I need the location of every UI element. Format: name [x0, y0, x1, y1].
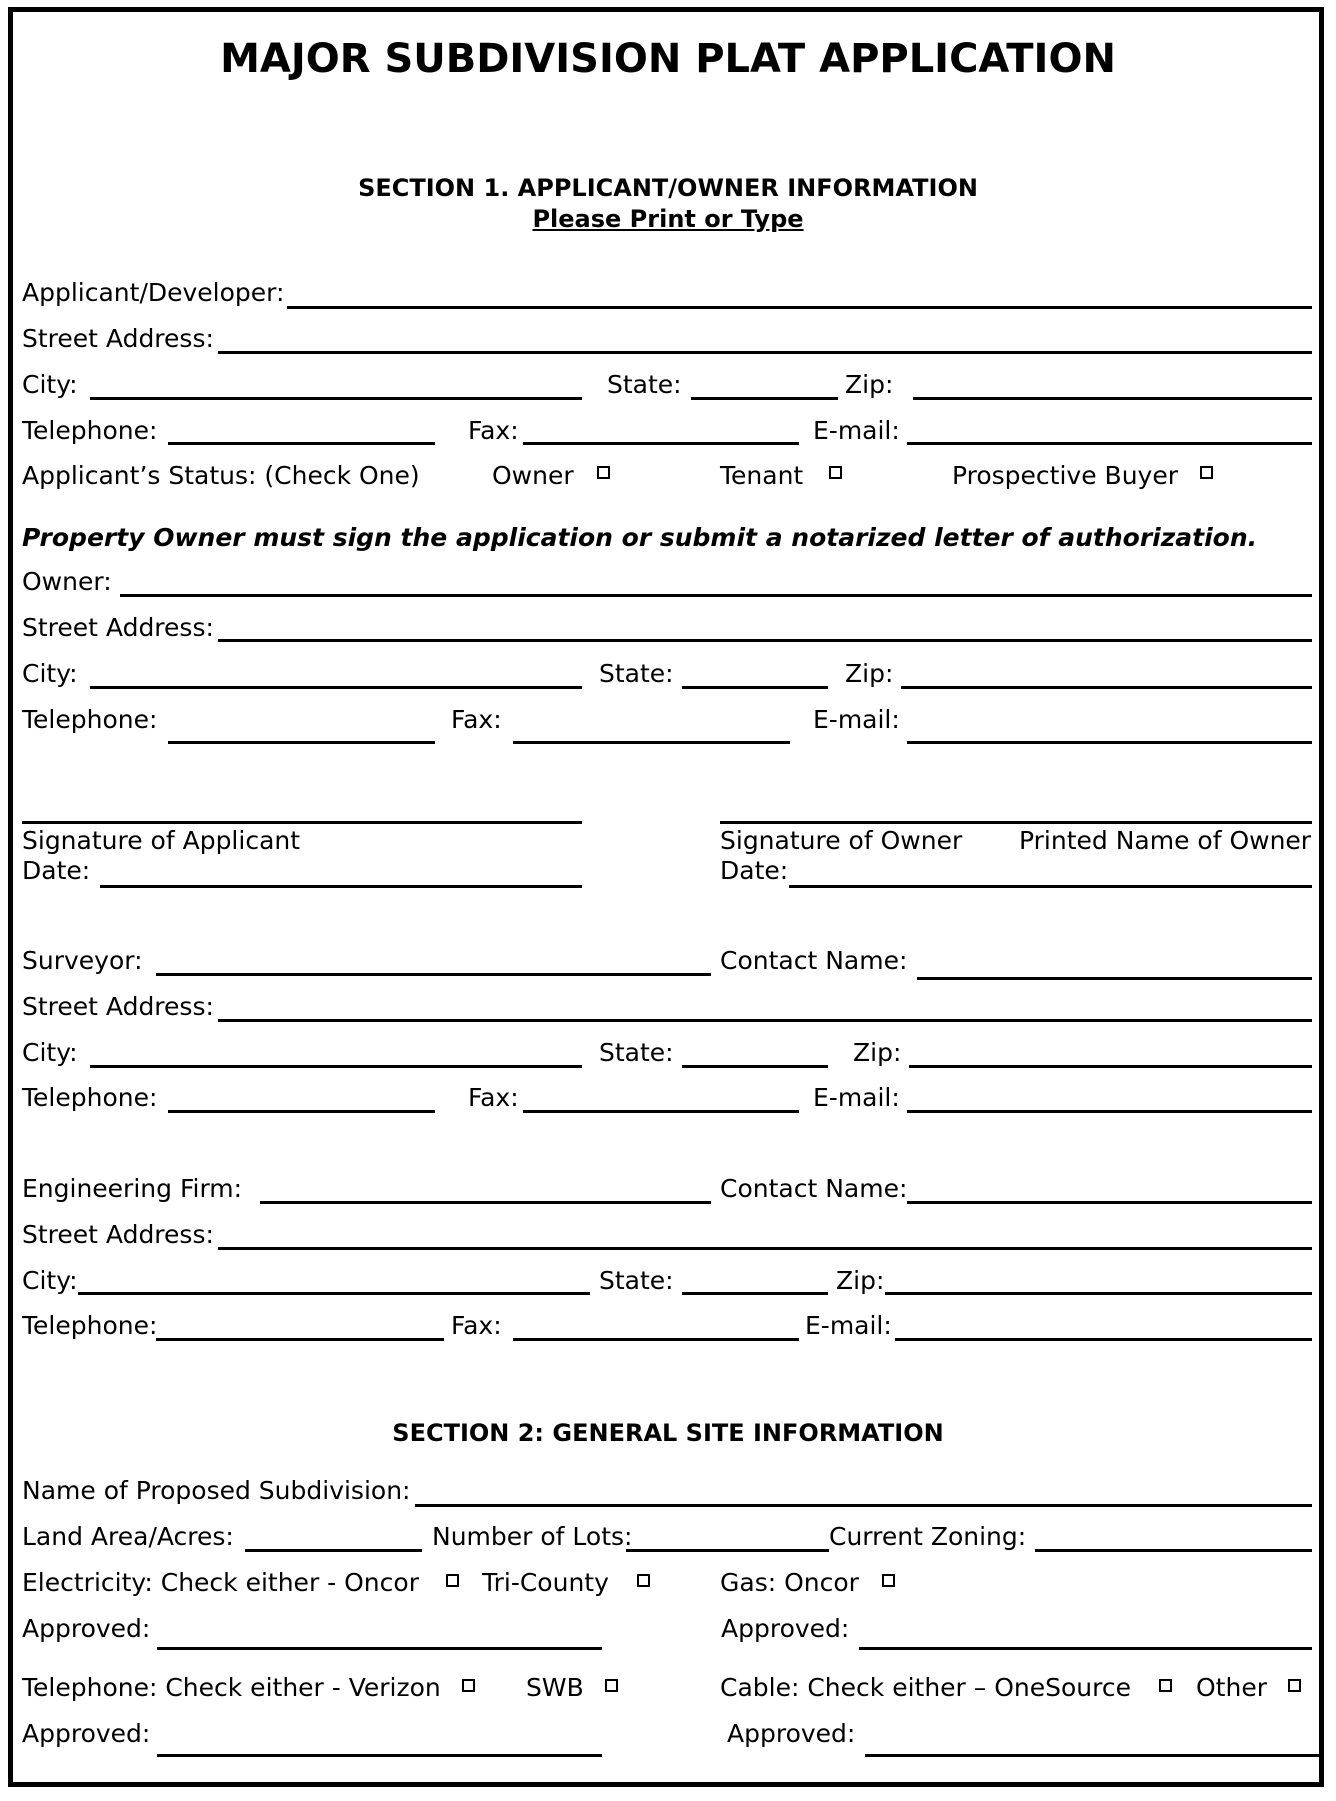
applicant-state-field[interactable] [691, 397, 838, 400]
applicant-email-field[interactable] [907, 442, 1312, 445]
engineering-zip-label: Zip: [836, 1266, 885, 1295]
owner-state-field[interactable] [682, 686, 828, 689]
owner-state-label: State: [599, 659, 674, 688]
section2-heading: SECTION 2: GENERAL SITE INFORMATION [392, 1419, 944, 1447]
applicant-city-label: City: [22, 370, 78, 399]
applicant-zip-label: Zip: [845, 370, 894, 399]
owner-street-label: Street Address: [22, 613, 214, 642]
owner-date-field[interactable] [789, 885, 1312, 888]
engineering-city-field[interactable] [78, 1292, 590, 1295]
engineering-street-field[interactable] [218, 1247, 1312, 1250]
surveyor-city-label: City: [22, 1038, 78, 1067]
applicant-signature-label: Signature of Applicant [22, 826, 301, 855]
subdivision-name-field[interactable] [415, 1504, 1312, 1507]
applicant-date-field[interactable] [100, 885, 582, 888]
surveyor-contact-field[interactable] [917, 977, 1312, 980]
tricounty-checkbox[interactable] [637, 1574, 650, 1587]
engineering-zip-field[interactable] [885, 1292, 1312, 1295]
surveyor-telephone-label: Telephone: [22, 1083, 158, 1112]
applicant-fax-field[interactable] [523, 442, 799, 445]
engineering-telephone-field[interactable] [156, 1338, 444, 1341]
engineering-contact-label: Contact Name: [720, 1174, 908, 1203]
owner-signature-field[interactable] [720, 821, 1312, 824]
surveyor-fax-field[interactable] [523, 1110, 799, 1113]
status-buyer-checkbox[interactable] [1200, 466, 1213, 479]
surveyor-zip-field[interactable] [909, 1065, 1312, 1068]
owner-fax-field[interactable] [513, 741, 790, 744]
owner-field[interactable] [120, 594, 1312, 597]
engineering-telephone-label: Telephone: [22, 1311, 158, 1340]
owner-fax-label: Fax: [451, 705, 502, 734]
engineering-contact-field[interactable] [907, 1201, 1312, 1204]
status-label: Applicant’s Status: (Check One) [22, 461, 420, 490]
swb-label: SWB [526, 1673, 584, 1702]
owner-zip-field[interactable] [901, 686, 1312, 689]
status-owner-label: Owner [492, 461, 574, 490]
engineering-firm-label: Engineering Firm: [22, 1174, 243, 1203]
applicant-date-label: Date: [22, 856, 91, 885]
surveyor-label: Surveyor: [22, 946, 143, 975]
electricity-approved-label: Approved: [22, 1614, 151, 1643]
engineering-state-label: State: [599, 1266, 674, 1295]
gas-approved-label: Approved: [721, 1614, 850, 1643]
status-tenant-checkbox[interactable] [829, 466, 842, 479]
electricity-label: Electricity: Check either - Oncor [22, 1568, 419, 1597]
gas-approved-field[interactable] [859, 1647, 1312, 1650]
lots-label: Number of Lots: [432, 1522, 633, 1551]
other-label: Other [1196, 1673, 1267, 1702]
applicant-street-label: Street Address: [22, 324, 214, 353]
lots-field[interactable] [626, 1549, 829, 1552]
surveyor-field[interactable] [156, 973, 711, 976]
applicant-city-field[interactable] [90, 397, 582, 400]
owner-email-label: E-mail: [813, 705, 900, 734]
surveyor-contact-label: Contact Name: [720, 946, 908, 975]
electricity-approved-field[interactable] [157, 1647, 602, 1650]
subdivision-name-label: Name of Proposed Subdivision: [22, 1476, 411, 1505]
surveyor-zip-label: Zip: [853, 1038, 902, 1067]
cable-label: Cable: Check either – OneSource [720, 1673, 1131, 1702]
surveyor-city-field[interactable] [90, 1065, 582, 1068]
section1-heading: SECTION 1. APPLICANT/OWNER INFORMATION [358, 174, 978, 202]
tricounty-label: Tri-County [482, 1568, 609, 1597]
applicant-zip-field[interactable] [913, 397, 1312, 400]
engineering-email-label: E-mail: [805, 1311, 892, 1340]
owner-city-field[interactable] [90, 686, 582, 689]
gas-label: Gas: Oncor [720, 1568, 859, 1597]
applicant-telephone-label: Telephone: [22, 416, 158, 445]
owner-telephone-label: Telephone: [22, 705, 158, 734]
owner-signature-label: Signature of Owner [720, 826, 963, 855]
surveyor-state-field[interactable] [682, 1065, 828, 1068]
form-title: MAJOR SUBDIVISION PLAT APPLICATION [220, 36, 1116, 82]
engineering-fax-field[interactable] [513, 1338, 799, 1341]
other-checkbox[interactable] [1288, 1679, 1301, 1692]
engineering-fax-label: Fax: [451, 1311, 502, 1340]
zoning-label: Current Zoning: [829, 1522, 1027, 1551]
owner-signature-note: Property Owner must sign the application or submit a notarized letter of authorization. [22, 523, 1258, 552]
status-tenant-label: Tenant [720, 461, 804, 490]
status-owner-checkbox[interactable] [597, 466, 610, 479]
engineering-email-field[interactable] [895, 1338, 1312, 1341]
surveyor-email-label: E-mail: [813, 1083, 900, 1112]
cable-approved-label: Approved: [727, 1719, 856, 1748]
status-buyer-label: Prospective Buyer [952, 461, 1179, 490]
land-area-label: Land Area/Acres: [22, 1522, 234, 1551]
applicant-fax-label: Fax: [468, 416, 519, 445]
surveyor-state-label: State: [599, 1038, 674, 1067]
engineering-firm-field[interactable] [260, 1201, 711, 1204]
surveyor-email-field[interactable] [907, 1110, 1312, 1113]
applicant-street-field[interactable] [218, 351, 1312, 354]
applicant-telephone-field[interactable] [168, 442, 435, 445]
surveyor-fax-label: Fax: [468, 1083, 519, 1112]
owner-street-field[interactable] [218, 639, 1312, 642]
owner-email-field[interactable] [907, 741, 1312, 744]
surveyor-street-field[interactable] [218, 1019, 1312, 1022]
engineering-street-label: Street Address: [22, 1220, 214, 1249]
owner-city-label: City: [22, 659, 78, 688]
applicant-signature-field[interactable] [22, 821, 582, 824]
engineering-state-field[interactable] [682, 1292, 828, 1295]
surveyor-street-label: Street Address: [22, 992, 214, 1021]
owner-printed-name-label: Printed Name of Owner [1019, 826, 1312, 855]
applicant-label: Applicant/Developer: [22, 278, 285, 307]
verizon-checkbox[interactable] [462, 1679, 475, 1692]
owner-zip-label: Zip: [845, 659, 894, 688]
engineering-city-label: City: [22, 1266, 78, 1295]
applicant-email-label: E-mail: [813, 416, 900, 445]
applicant-state-label: State: [607, 370, 682, 399]
telephone-approved-label: Approved: [22, 1719, 151, 1748]
section1-subheading: Please Print or Type [532, 205, 804, 233]
telephone-provider-label: Telephone: Check either - Verizon [22, 1673, 441, 1702]
cable-approved-field[interactable] [865, 1754, 1320, 1757]
land-area-field[interactable] [245, 1549, 422, 1552]
owner-label: Owner: [22, 567, 112, 596]
gas-oncor-checkbox[interactable] [882, 1574, 895, 1587]
surveyor-telephone-field[interactable] [168, 1110, 435, 1113]
owner-date-label: Date: [720, 856, 789, 885]
oncor-checkbox[interactable] [446, 1574, 459, 1587]
onesource-checkbox[interactable] [1159, 1679, 1172, 1692]
form-border [8, 7, 1324, 1787]
swb-checkbox[interactable] [605, 1679, 618, 1692]
owner-telephone-field[interactable] [168, 741, 435, 744]
applicant-field[interactable] [287, 306, 1312, 309]
telephone-approved-field[interactable] [157, 1754, 602, 1757]
zoning-field[interactable] [1035, 1549, 1312, 1552]
